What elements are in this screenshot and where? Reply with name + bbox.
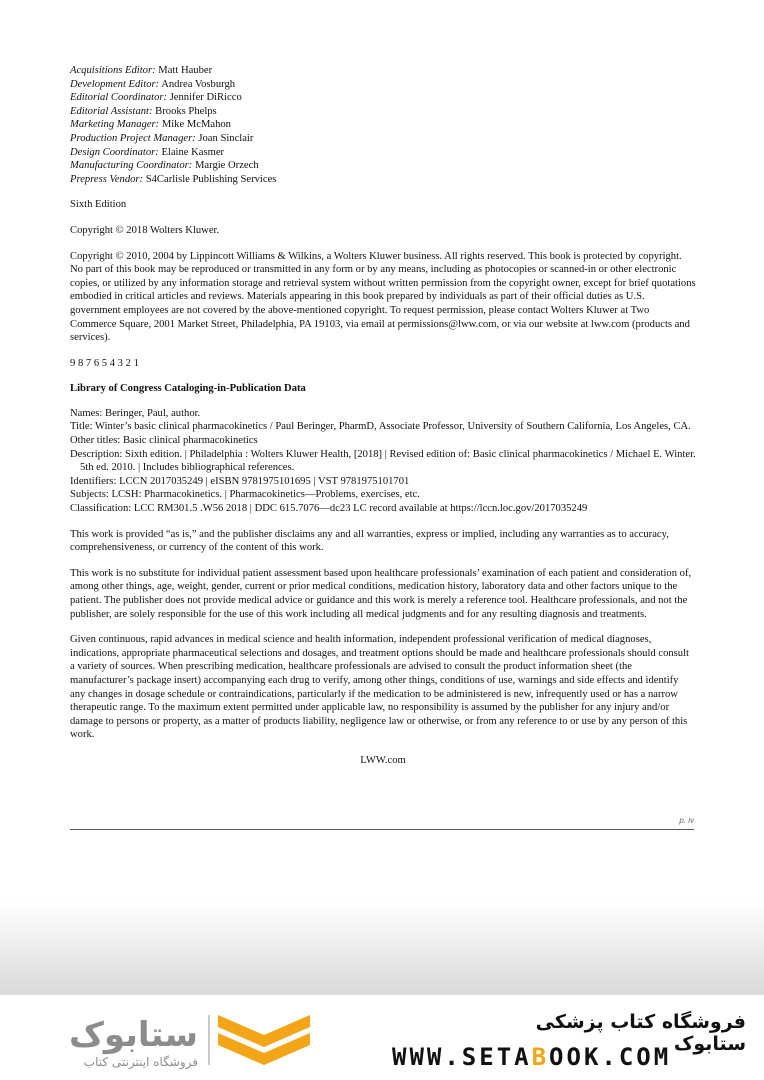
cip-entry: Title: Winter’s basic clinical pharmacokinetics / Paul Beringer, PharmD, Associate Professor, University of Southern California, Los Angeles, CA. [70,421,691,433]
credit-line: Acquisitions Editor: Matt Hauber [70,65,213,76]
logo-subtitle: فروشگاه اینترنتی کتاب [83,1055,198,1069]
cip-entry: Other titles: Basic clinical pharmacokinetics [70,435,258,447]
cip-heading: Library of Congress Cataloging-in-Publication Data [70,383,306,395]
printing-numbers: 9 8 7 6 5 4 3 2 1 [70,357,139,369]
credits-list [70,64,696,186]
store-banner [0,995,764,1080]
disclaimer-warranty: This work is provided “as is,” and the publisher disclaims any and all warranties, express or implied, including any warranties as to accuracy, comprehensiveness, or currency of the content of this work. [70,528,669,554]
page-shadow [0,900,764,995]
footer-rule [70,829,694,830]
credit-line: Development Editor: Andrea Vosburgh [70,78,236,90]
copyright-paragraph: Copyright © 2010, 2004 by Lippincott Williams & Wilkins, a Wolters Kluwer business. All rights reserved. This book is protected by copyright. No part of this book may be reproduced or transmitted in any form or by any means, including as photocopies or scanned-in or other electronic copies, or utilized by any information storage and retrieval system without written permission from the copyright owner, except for brief quotations embodied in critical articles and reviews. Materials appearing in this book prepared by individuals as part of their official duties as U.S. government employees are not covered by the above-mentioned copyright. To request permission, please contact Wolters Kluwer at Two Commerce Square, 2001 Market Street, Philadelphia, PA 19103, via email at permissions@lww.com, or via our website at lww.com (products and services). [70,250,696,344]
credit-line: Prepress Vendor: S4Carlisle Publishing Services [70,173,277,185]
credit-line: Design Coordinator: Elaine Kasmer [70,146,225,158]
credit-line: Editorial Assistant: Brooks Phelps [70,105,217,117]
store-url[interactable]: WWW.SETABOOK.COM [392,1043,672,1071]
credit-line: Marketing Manager: Mike McMahon [70,119,231,131]
page-content [70,64,696,768]
disclaimer-verification: Given continuous, rapid advances in medical science and health information, independent professional verification of medical diagnoses, indications, appropriate pharmaceutical selections and dosages, and treatment options should be made and healthcare professionals should consult a variety of sources. When prescribing medication, healthcare professionals are advised to consult the product information sheet (the manufacturer’s package insert) accompanying each drug to verify, among other things, conditions of use, warnings and side effects and identify any changes in dosage schedule or contraindications, particularly if the medication to be administered is new, infrequently used or has a narrow therapeutic range. To the maximum extent permitted under applicable law, no responsibility is assumed by the publisher for any injury and/or damage to persons or property, as a matter of products liability, negligence law or otherwise, or from any reference to or use by any person of this work. [70,634,689,741]
cip-entries [70,407,696,516]
credit-line: Manufacturing Coordinator: Margie Orzech [70,160,259,172]
stacked-books-chevron-icon [218,1011,310,1069]
store-name: فروشگاه کتاب پزشکی ستابوک [535,1011,746,1055]
cip-entry: Identifiers: LCCN 2017035249 | eISBN 9781975101695 | VST 9781975101701 [70,475,410,487]
disclaimer-assessment: This work is no substitute for individual patient assessment based upon healthcare professionals’ examination of each patient and consideration of, among other things, age, weight, gender, current or prior medical conditions, medication history, laboratory data and other factors unique to the patient. The publisher does not provide medical advice or guidance and this work is merely a reference tool. Healthcare professionals, and not the publisher, are solely responsible for the use of this work including all medical judgments and for any resulting diagnosis and treatments. [70,567,692,620]
page-number: p. iv [679,816,694,825]
cip-entry: Subjects: LCSH: Pharmacokinetics. | Pharmacokinetics—Problems, exercises, etc. [70,489,420,501]
cip-entry: Classification: LCC RM301.5 .W56 2018 | DDC 615.7076—dc23 LC record available at https://lccn.loc.gov/2017035249 [70,503,588,515]
copyright-line: Copyright © 2018 Wolters Kluwer. [70,224,220,236]
store-logo[interactable] [36,1007,306,1071]
logo-divider [208,1015,210,1065]
logo-wordmark: ستابوک [69,1015,198,1055]
credit-line: Production Project Manager: Joan Sinclair [70,132,254,144]
credit-line: Editorial Coordinator: Jennifer DiRicco [70,92,242,104]
cip-entry: Description: Sixth edition. | Philadelphia : Wolters Kluwer Health, [2018] | Revised edition of: Basic clinical pharmacokinetics / Michael E. Winter. 5th ed. 2010. | Includes bibliographical references. [70,448,696,474]
edition: Sixth Edition [70,199,127,211]
website-link[interactable]: LWW.com [360,754,406,766]
url-accent-letter: B [531,1043,550,1071]
cip-entry: Names: Beringer, Paul, author. [70,407,201,419]
